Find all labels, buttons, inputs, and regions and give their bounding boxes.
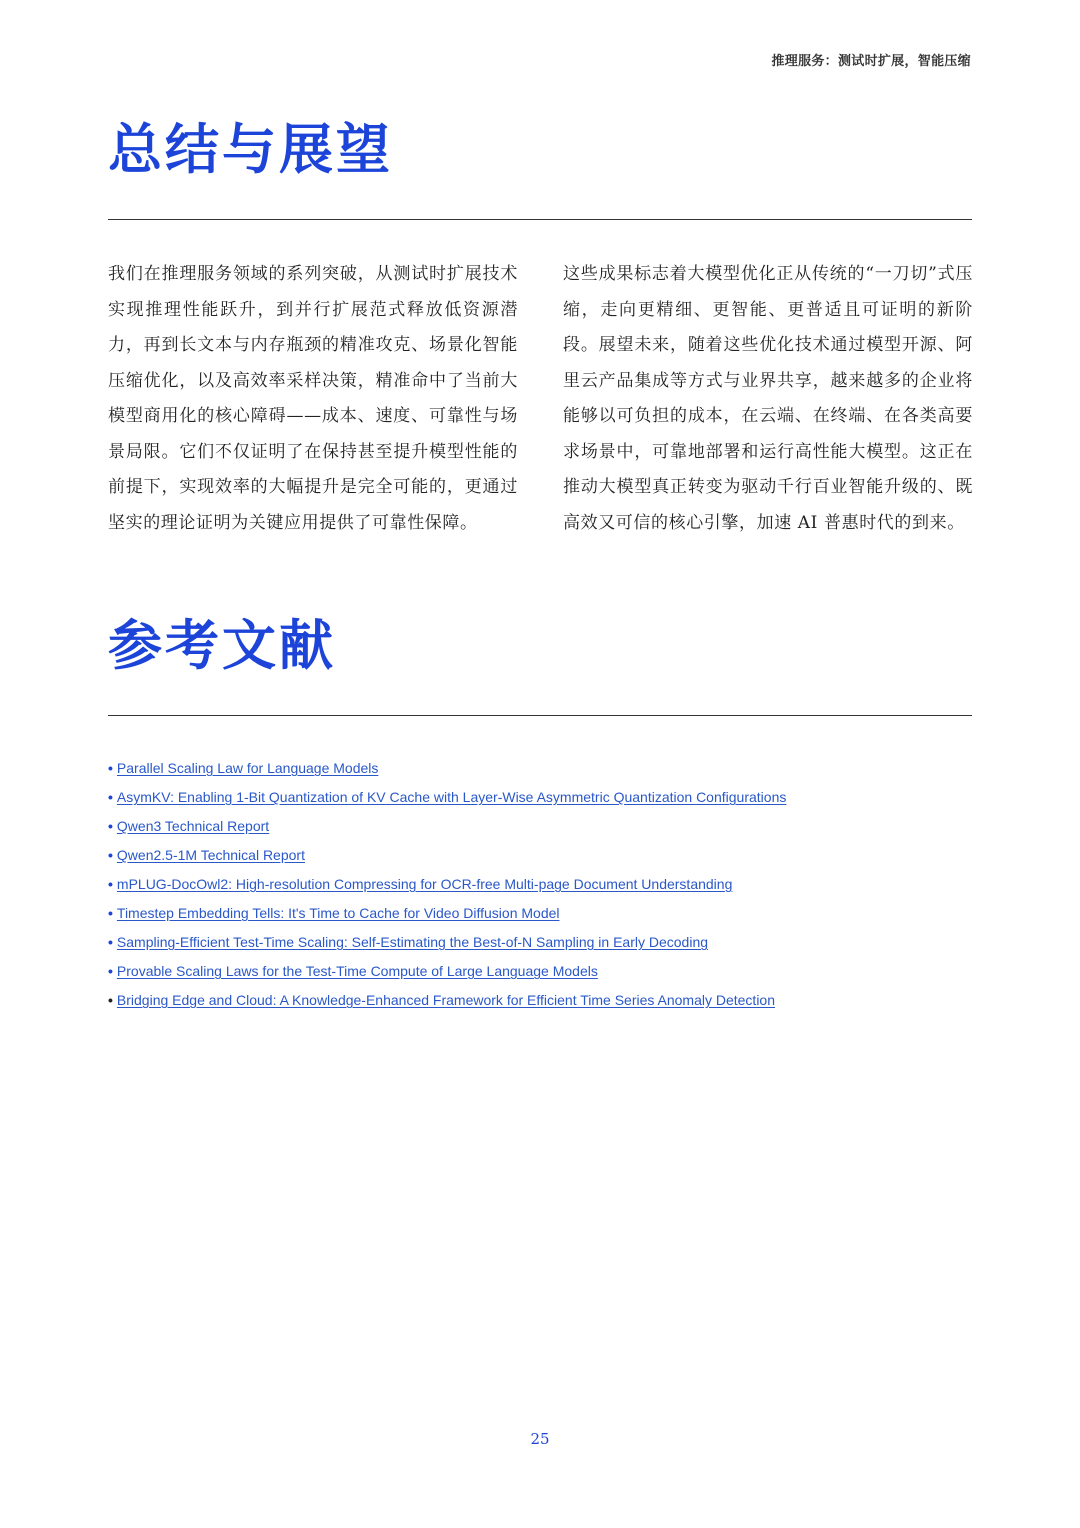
running-header: 推理服务：测试时扩展，智能压缩 [771, 54, 971, 69]
reference-item [108, 932, 786, 961]
reference-link[interactable]: Qwen2.5-1M Technical Report [116, 847, 305, 863]
bullet-icon: • [108, 905, 113, 921]
reference-link[interactable]: Bridging Edge and Cloud: A Knowledge-Enhanced Framework for Efficient Time Series Anomaly Detection [116, 992, 776, 1008]
reference-list [108, 758, 786, 1019]
summary-heading: 总结与展望 [108, 118, 393, 181]
summary-divider [108, 219, 972, 220]
reference-item [108, 990, 786, 1019]
reference-item [108, 787, 786, 816]
bullet-icon: • [108, 876, 113, 892]
bullet-icon: • [108, 818, 113, 834]
reference-item [108, 758, 786, 787]
bullet-icon: • [108, 992, 113, 1008]
reference-link[interactable]: Provable Scaling Laws for the Test-Time Compute of Large Language Models [116, 963, 598, 979]
reference-item [108, 845, 786, 874]
reference-link[interactable]: Sampling-Efficient Test-Time Scaling: Self-Estimating the Best-of-N Sampling in Early Decoding [116, 934, 709, 950]
reference-item [108, 903, 786, 932]
bullet-icon: • [108, 934, 113, 950]
reference-link[interactable]: mPLUG-DocOwl2: High-resolution Compressing for OCR-free Multi-page Document Understanding [116, 876, 733, 892]
reference-item [108, 961, 786, 990]
summary-left-paragraph: 我们在推理服务领域的系列突破，从测试时扩展技术实现推理性能跃升，到并行扩展范式释放低资源潜力，再到长文本与内存瓶颈的精准攻克、场景化智能压缩优化，以及高效率采样决策，精准命中了当前大模型商用化的核心障碍——成本、速度、可靠性与场景局限。它们不仅证明了在保持甚至提升模型性能的前提下，实现效率的大幅提升是完全可能的，更通过坚实的理论证明为关键应用提供了可靠性保障。 [108, 264, 518, 533]
reference-item [108, 874, 786, 903]
bullet-icon: • [108, 963, 113, 979]
bullet-icon: • [108, 789, 113, 805]
bullet-icon: • [108, 847, 113, 863]
reference-item [108, 816, 786, 845]
references-heading: 参考文献 [108, 614, 336, 677]
page-number: 25 [530, 1430, 550, 1448]
summary-right-paragraph: 这些成果标志着大模型优化正从传统的“一刀切”式压缩，走向更精细、更智能、更普适且可证明的新阶段。展望未来，随着这些优化技术通过模型开源、阿里云产品集成等方式与业界共享，越来越多的企业将能够以可负担的成本，在云端、在终端、在各类高要求场景中，可靠地部署和运行高性能大模型。这正在推动大模型真正转变为驱动千行百业智能升级的、既高效又可信的核心引擎，加速 AI 普惠时代的到来。 [563, 264, 973, 533]
reference-link[interactable]: AsymKV: Enabling 1-Bit Quantization of KV Cache with Layer-Wise Asymmetric Quantization Configurations [116, 789, 787, 805]
reference-link[interactable]: Parallel Scaling Law for Language Models [116, 760, 379, 776]
bullet-icon: • [108, 760, 113, 776]
references-divider [108, 715, 972, 716]
reference-link[interactable]: Qwen3 Technical Report [116, 818, 270, 834]
reference-link[interactable]: Timestep Embedding Tells: It's Time to Cache for Video Diffusion Model [116, 905, 560, 921]
